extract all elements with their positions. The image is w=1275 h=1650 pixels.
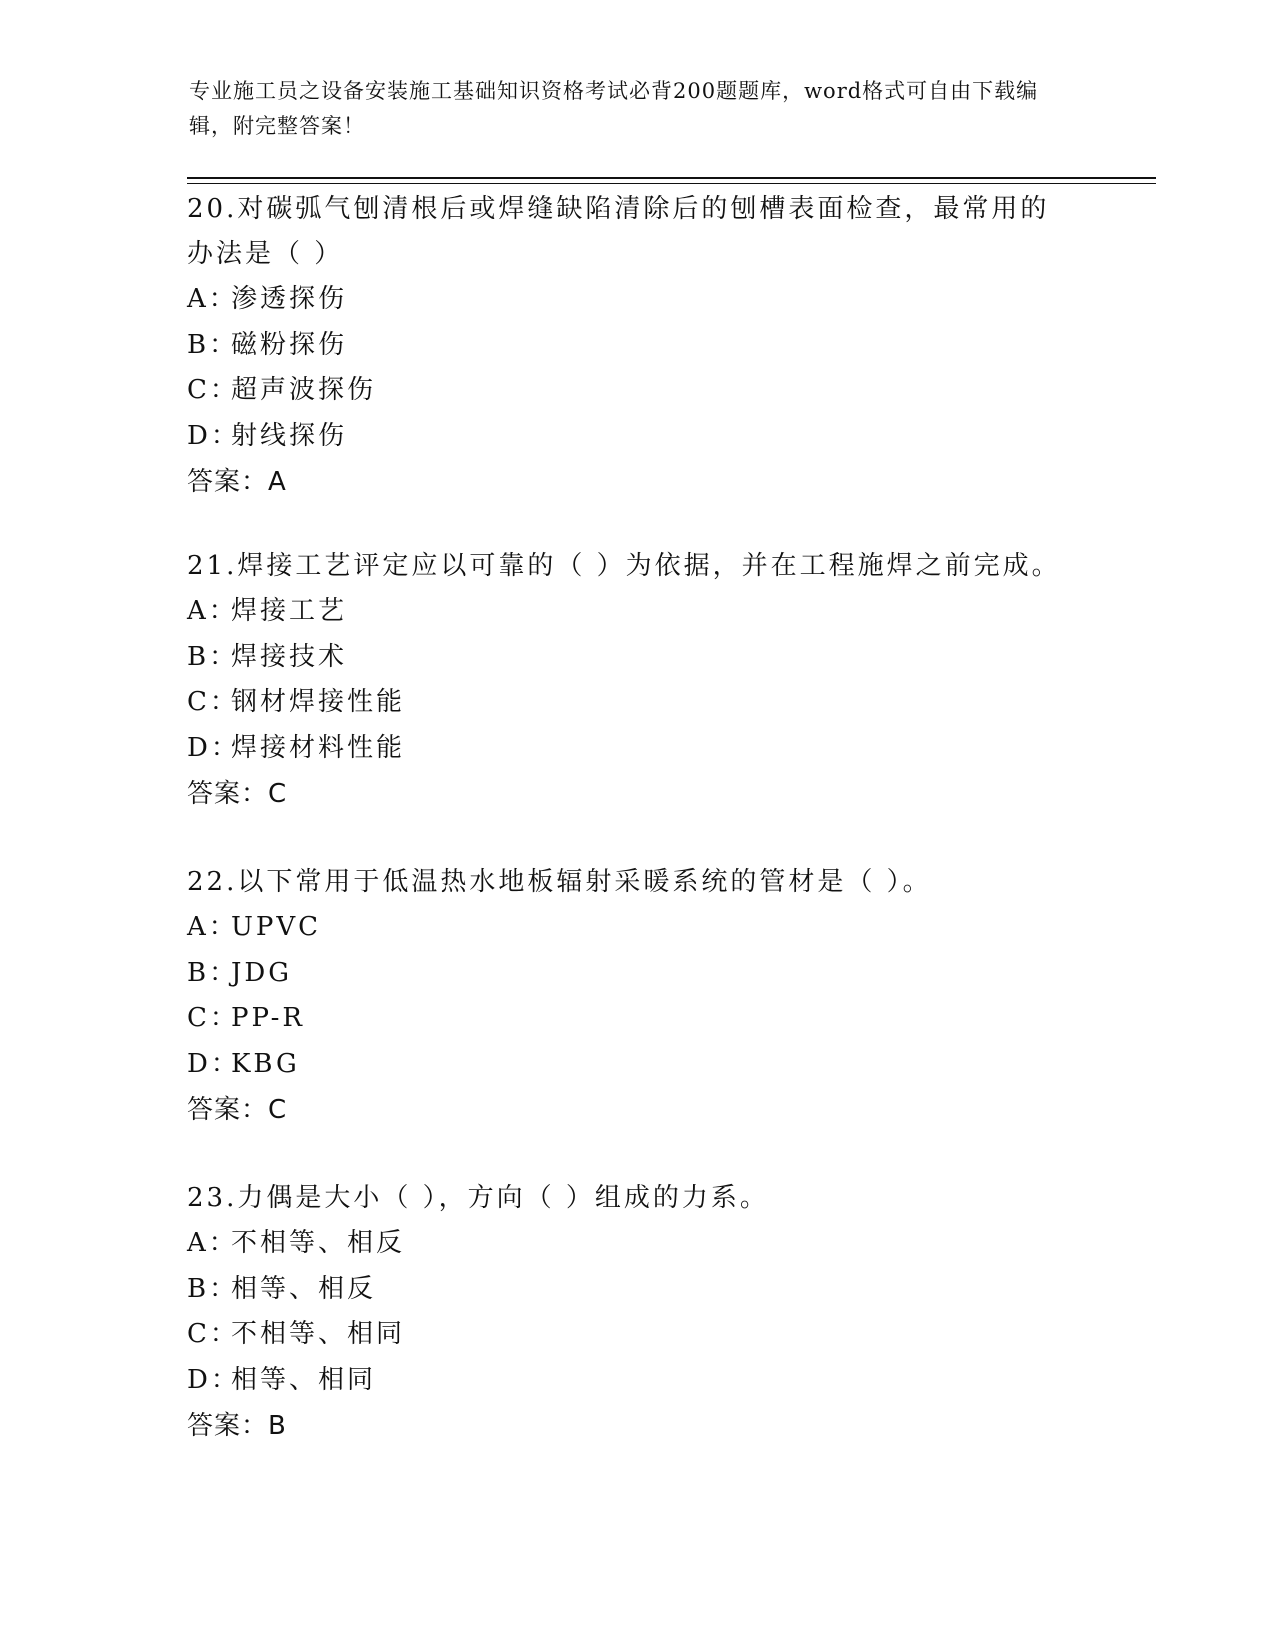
option-text: JDG — [231, 957, 293, 988]
option-text: 磁粉探伤 — [231, 329, 348, 360]
option-text: 不相等、相反 — [231, 1228, 406, 1258]
option-a — [187, 905, 1087, 951]
header-divider-thick — [187, 177, 1156, 179]
option-text: 射线探伤 — [231, 420, 348, 451]
answer-line: 答案：A — [187, 467, 287, 497]
option-b — [187, 323, 1087, 369]
option-text: 相等、相同 — [231, 1364, 377, 1395]
option-a — [187, 277, 1087, 323]
option-text: PP-R — [231, 1003, 305, 1033]
option-text: 不相等、相同 — [231, 1319, 406, 1349]
option-letter: A： — [187, 912, 238, 942]
option-text: KBG — [231, 1048, 300, 1079]
option-b — [187, 1267, 1087, 1313]
question-22 — [187, 860, 1087, 1133]
answer-line: 答案：C — [187, 1095, 288, 1125]
question-20 — [187, 187, 1087, 505]
option-letter: D： — [187, 732, 240, 763]
option-d — [187, 1358, 1087, 1404]
option-letter: B： — [187, 329, 239, 360]
question-stem: 20.对碳弧气刨清根后或焊缝缺陷清除后的刨槽表面检查，最常用的办法是（ ） — [187, 194, 1050, 269]
option-letter: D： — [187, 1048, 240, 1079]
document-header: 专业施工员之设备安装施工基础知识资格考试必背200题题库，word格式可自由下载编辑，附完整答案！ — [189, 79, 1039, 138]
option-letter: B： — [187, 1273, 239, 1304]
answer-line: 答案：C — [187, 779, 288, 809]
option-b — [187, 951, 1087, 997]
option-text: 相等、相反 — [231, 1273, 377, 1304]
option-d — [187, 726, 1087, 772]
option-text: 焊接工艺 — [231, 596, 348, 626]
option-c — [187, 368, 1087, 414]
option-text: 焊接技术 — [231, 641, 348, 672]
option-letter: C： — [187, 375, 239, 405]
question-23 — [187, 1176, 1087, 1449]
option-d — [187, 414, 1087, 460]
option-letter: B： — [187, 641, 239, 672]
option-letter: C： — [187, 687, 239, 717]
option-text: 钢材焊接性能 — [231, 687, 406, 717]
option-a — [187, 589, 1087, 635]
option-letter: C： — [187, 1003, 239, 1033]
option-text: UPVC — [231, 912, 322, 942]
header-divider-thin — [187, 183, 1156, 184]
option-c — [187, 996, 1087, 1042]
option-letter: A： — [187, 284, 238, 314]
question-stem: 22.以下常用于低温热水地板辐射采暖系统的管材是（ ）。 — [187, 867, 932, 897]
option-letter: A： — [187, 596, 238, 626]
question-stem: 21.焊接工艺评定应以可靠的（ ）为依据，并在工程施焊之前完成。 — [187, 551, 1061, 581]
option-letter: A： — [187, 1228, 238, 1258]
option-d — [187, 1042, 1087, 1088]
option-c — [187, 1312, 1087, 1358]
question-stem: 23.力偶是大小（ ），方向（ ）组成的力系。 — [187, 1183, 769, 1213]
option-text: 超声波探伤 — [231, 375, 377, 405]
option-b — [187, 635, 1087, 681]
answer-line: 答案：B — [187, 1411, 287, 1441]
option-text: 焊接材料性能 — [231, 732, 406, 763]
option-c — [187, 680, 1087, 726]
question-21 — [187, 544, 1087, 817]
option-text: 渗透探伤 — [231, 284, 348, 314]
option-letter: D： — [187, 1364, 240, 1395]
option-a — [187, 1221, 1087, 1267]
option-letter: C： — [187, 1319, 239, 1349]
option-letter: D： — [187, 420, 240, 451]
option-letter: B： — [187, 957, 239, 988]
